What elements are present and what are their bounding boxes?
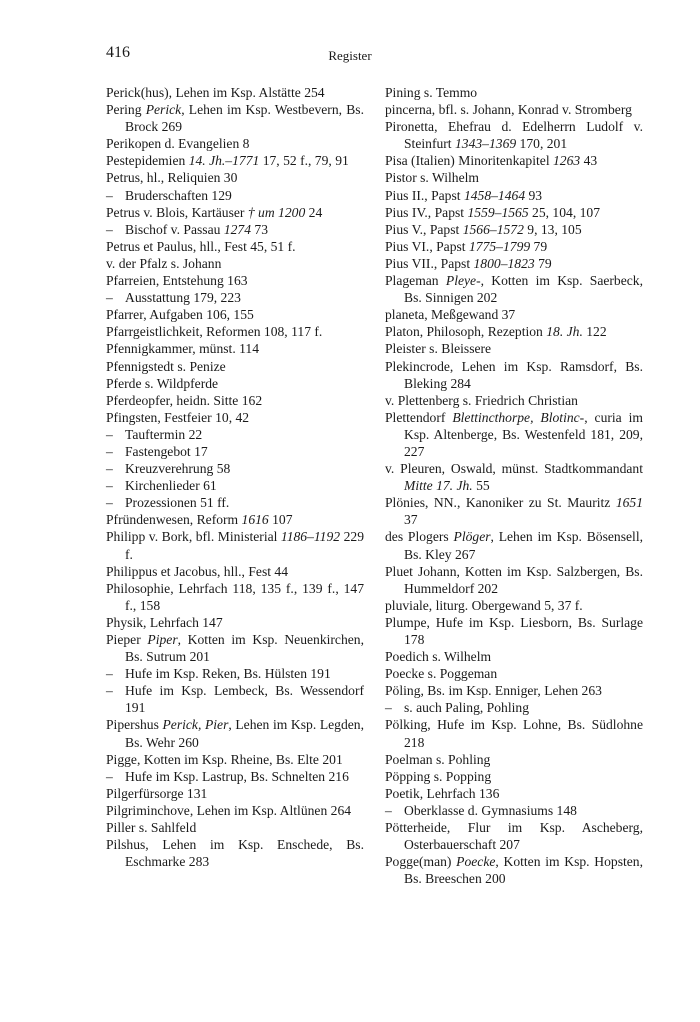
index-entry (385, 597, 643, 614)
index-entry (106, 716, 364, 750)
entry-text: Perick(hus), Lehen im Ksp. Alstätte 254 (106, 85, 325, 100)
index-subentry (106, 289, 364, 306)
index-entry (385, 392, 643, 409)
entry-text: Pötterheide, Flur im Ksp. Ascheberg, Osterbauerschaft 207 (385, 820, 643, 853)
entry-text: Philipp v. Bork, bfl. Ministerial (106, 529, 281, 545)
entry-text: 73 (251, 221, 268, 237)
entry-italic-text: 1616 (241, 512, 269, 528)
entry-text: Pöling, Bs. im Ksp. Enniger, Lehen 263 (385, 683, 602, 699)
entry-text: Pius IV., Papst (385, 204, 468, 220)
index-entry (385, 238, 643, 255)
index-subentry (106, 768, 364, 785)
entry-text: Pogge(man) (385, 854, 457, 870)
entry-text: Pferde s. Wildpferde (106, 375, 219, 391)
entry-text: Pius V., Papst (385, 221, 463, 237)
entry-text: 107 (268, 512, 293, 528)
entry-text: 43 (580, 153, 598, 169)
entry-text: Perikopen d. Evangelien 8 (106, 136, 250, 152)
entry-italic-text: Piper (147, 632, 178, 647)
entry-text: Physik, Lehrfach 147 (106, 614, 223, 630)
index-column-right (385, 84, 643, 887)
entry-text: Pipershus (106, 717, 163, 733)
index-entry (385, 204, 643, 221)
index-entry (106, 101, 364, 135)
entry-text: Pius VII., Papst (385, 255, 474, 271)
entry-text: Petrus v. Blois, Kartäuser (106, 204, 248, 220)
entry-text: Prozessionen 51 ff. (125, 495, 230, 511)
entry-text: v. Pleuren, Oswald, münst. Stadtkommandant (385, 461, 643, 477)
index-entry (106, 614, 364, 631)
entry-italic-text: Perick, Pier (162, 717, 229, 733)
entry-text: 55 (472, 478, 490, 494)
index-entry (106, 255, 364, 272)
entry-text: , Kotten im Ksp. Saerbeck, Bs. Sinnigen 202 (404, 273, 643, 306)
entry-text: Platon, Philosoph, Rezeption (385, 324, 547, 340)
entry-text: Pieper (106, 632, 148, 647)
entry-italic-text: Blettincthorpe, Blotinc- (452, 409, 585, 425)
entry-text: , curia im Ksp. Altenberge, Bs. Westenfeld 181, 209, 227 (404, 409, 643, 459)
index-entry (106, 152, 364, 169)
entry-italic-text: 1458–1464 (463, 187, 526, 203)
entry-text: Pöpping s. Popping (385, 768, 492, 784)
index-entry (385, 255, 643, 272)
index-entry (106, 836, 364, 870)
index-entry (106, 340, 364, 357)
index-entry (106, 802, 364, 819)
entry-text: Pfennigkammer, münst. 114 (106, 341, 259, 357)
index-subentry (106, 477, 364, 494)
entry-text: Pius II., Papst (385, 187, 464, 203)
entry-text: Petrus, hl., Reliquien 30 (106, 170, 238, 186)
index-subentry (106, 443, 364, 460)
entry-text: planeta, Meßgewand 37 (385, 307, 516, 323)
entry-text: 17, 52 f., 79, 91 (259, 153, 349, 169)
index-subentry (106, 665, 364, 682)
entry-text: Pfarrgeistlichkeit, Reformen 108, 117 f. (106, 324, 323, 340)
entry-italic-text: Perick (145, 102, 182, 118)
entry-text: Tauftermin 22 (125, 426, 203, 442)
entry-text: 25, 104, 107 (528, 204, 601, 220)
entry-text: s. auch Paling, Pohling (404, 700, 529, 716)
index-entry (385, 187, 643, 204)
entry-text: Poecke s. Poggeman (385, 666, 498, 682)
index-subentry (106, 494, 364, 511)
index-entry (385, 785, 643, 802)
index-entry (106, 563, 364, 580)
entry-text: , Kotten im Ksp. Hopsten, Bs. Breeschen 200 (404, 854, 643, 887)
entry-text: 37 (404, 512, 418, 528)
index-entry (106, 785, 364, 802)
entry-text: , Kotten im Ksp. Neuenkirchen, Bs. Sutrum 201 (125, 632, 364, 665)
index-subentry (385, 699, 643, 716)
index-entry (385, 563, 643, 597)
entry-italic-text: Pleye- (445, 273, 481, 289)
index-entry (385, 665, 643, 682)
entry-text: Pering (106, 102, 146, 118)
index-entry (385, 323, 643, 340)
entry-italic-text: 1775–1799 (468, 238, 531, 254)
index-entry (106, 409, 364, 426)
entry-italic-text: 1566–1572 (462, 221, 524, 237)
entry-text: Plettendorf (385, 409, 453, 425)
index-entry (385, 409, 643, 460)
index-entry (106, 358, 364, 375)
index-entry (385, 169, 643, 186)
index-entry (385, 614, 643, 648)
entry-text: des Plogers (385, 529, 454, 545)
entry-text: Bischof v. Passau (125, 221, 224, 237)
entry-text: Plekincrode, Lehen im Ksp. Ramsdorf, Bs. Bleking 284 (385, 358, 643, 391)
page-number: 416 (106, 44, 130, 61)
entry-text: Pisa (Italien) Minoritenkapitel (385, 153, 553, 169)
entry-text: Plumpe, Hufe im Ksp. Liesborn, Bs. Surlage 178 (385, 614, 643, 647)
entry-text: 229 f. (125, 529, 364, 562)
entry-text: Kreuzverehrung 58 (125, 461, 231, 477)
entry-text: v. der Pfalz s. Johann (106, 255, 222, 271)
entry-text: pincerna, bfl. s. Johann, Konrad v. Stromberg (385, 102, 632, 118)
entry-text: Poetik, Lehrfach 136 (385, 785, 500, 801)
index-entry (106, 84, 364, 101)
index-entry (385, 819, 643, 853)
entry-text: Hufe im Ksp. Reken, Bs. Hülsten 191 (125, 666, 331, 682)
index-subentry (106, 426, 364, 443)
entry-italic-text: † um 1200 (247, 204, 306, 220)
index-entry (106, 272, 364, 289)
index-subentry (106, 187, 364, 204)
index-entry (106, 135, 364, 152)
entry-text: Piller s. Sahlfeld (106, 820, 197, 836)
index-entry (385, 460, 643, 494)
entry-text: Hufe im Ksp. Lembeck, Bs. Wessendorf 191 (125, 683, 364, 716)
entry-text: Pestepidemien (106, 153, 189, 169)
entry-text: Hufe im Ksp. Lastrup, Bs. Schnelten 216 (125, 768, 349, 784)
entry-italic-text: 1800–1823 (473, 255, 535, 271)
index-entry (106, 306, 364, 323)
entry-text: Pfingsten, Festfeier 10, 42 (106, 409, 250, 425)
entry-text: 24 (305, 204, 323, 220)
entry-text: Pining s. Temmo (385, 85, 478, 100)
index-subentry (106, 682, 364, 716)
entry-text: Plageman (385, 273, 446, 289)
index-entry (106, 204, 364, 221)
entry-italic-text: 14. Jh.–1771 (188, 153, 260, 169)
entry-text: Poelman s. Pohling (385, 751, 491, 767)
entry-text: Pölking, Hufe im Ksp. Lohne, Bs. Südlohne 218 (385, 717, 643, 750)
entry-italic-text: 1559–1565 (467, 204, 529, 220)
entry-text: Oberklasse d. Gymnasiums 148 (404, 802, 577, 818)
entry-text: Pigge, Kotten im Ksp. Rheine, Bs. Elte 201 (106, 751, 343, 767)
index-entry (106, 751, 364, 768)
entry-italic-text: 1274 (223, 221, 251, 237)
index-entry (385, 768, 643, 785)
entry-text: Pluet Johann, Kotten im Ksp. Salzbergen, Bs. Hummeldorf 202 (385, 563, 643, 596)
entry-text: 93 (525, 187, 543, 203)
entry-italic-text: 1186–1192 (280, 529, 341, 545)
entry-text: Pius VI., Papst (385, 238, 469, 254)
entry-text: Pilgerfürsorge 131 (106, 785, 208, 801)
index-entry (385, 716, 643, 750)
entry-text: Pilgriminchove, Lehen im Ksp. Altlünen 264 (106, 802, 352, 818)
entry-text: Pferdeopfer, heidn. Sitte 162 (106, 392, 263, 408)
index-entry (106, 238, 364, 255)
index-entry (385, 118, 643, 152)
index-entry (106, 375, 364, 392)
index-subentry (106, 221, 364, 238)
entry-text: 9, 13, 105 (523, 221, 582, 237)
index-subentry (385, 802, 643, 819)
entry-text: Pfarreien, Entstehung 163 (106, 273, 248, 289)
entry-text: Kirchenlieder 61 (125, 478, 217, 494)
entry-italic-text: 1343–1369 (454, 136, 517, 152)
index-entry (385, 152, 643, 169)
index-column-left (106, 84, 364, 870)
entry-italic-text: Mitte 17. Jh. (404, 478, 473, 494)
index-entry (385, 751, 643, 768)
index-subentry (106, 460, 364, 477)
entry-italic-text: Poecke (456, 854, 496, 870)
index-entry (385, 221, 643, 238)
entry-text: Pilshus, Lehen im Ksp. Enschede, Bs. Eschmarke 283 (106, 837, 364, 870)
entry-text: Pistor s. Wilhelm (385, 170, 479, 186)
entry-text: Philippus et Jacobus, hll., Fest 44 (106, 563, 289, 579)
entry-text: Pfennigstedt s. Penize (106, 358, 226, 374)
index-entry (385, 682, 643, 699)
entry-text: Fastengebot 17 (125, 443, 208, 459)
entry-text: 170, 201 (516, 136, 568, 152)
index-entry (385, 648, 643, 665)
entry-text: 79 (534, 255, 552, 271)
entry-italic-text: 1651 (615, 495, 643, 511)
entry-text: , Lehen im Ksp. Westbevern, Bs. Brock 269 (125, 102, 364, 135)
entry-text: Pleister s. Bleissere (385, 341, 492, 357)
index-entry (106, 323, 364, 340)
index-entry (106, 528, 364, 562)
index-entry (106, 392, 364, 409)
entry-text: 122 (582, 324, 607, 340)
index-entry (385, 494, 643, 528)
index-entry (106, 631, 364, 665)
entry-text: Poedich s. Wilhelm (385, 649, 492, 665)
entry-text: Bruderschaften 129 (125, 187, 232, 203)
entry-italic-text: 1263 (553, 153, 581, 169)
running-head: Register (328, 48, 372, 63)
entry-text: v. Plettenberg s. Friedrich Christian (385, 392, 578, 408)
index-entry (385, 101, 643, 118)
index-entry (106, 819, 364, 836)
entry-text: Pfründenwesen, Reform (106, 512, 242, 528)
entry-text: Ausstattung 179, 223 (125, 290, 241, 306)
entry-text: , Lehen im Ksp. Bösensell, Bs. Kley 267 (404, 529, 643, 562)
index-entry (385, 272, 643, 306)
entry-text: Pfarrer, Aufgaben 106, 155 (106, 307, 254, 323)
entry-italic-text: Plöger (453, 529, 491, 545)
entry-text: , Lehen im Ksp. Legden, Bs. Wehr 260 (125, 717, 364, 750)
entry-text: 79 (530, 238, 548, 254)
entry-text: Pironetta, Ehefrau d. Edelherrn Ludolf v. Steinfurt (385, 119, 643, 152)
index-entry (385, 306, 643, 323)
index-entry (385, 528, 643, 562)
index-entry (106, 169, 364, 186)
entry-text: Philosophie, Lehrfach 118, 135 f., 139 f., 147 f., 158 (106, 580, 364, 613)
index-entry (106, 580, 364, 614)
entry-text: Plönies, NN., Kanoniker zu St. Mauritz (385, 495, 616, 511)
index-entry (385, 84, 643, 101)
entry-text: Petrus et Paulus, hll., Fest 45, 51 f. (106, 238, 296, 254)
index-entry (385, 358, 643, 392)
index-entry (385, 853, 643, 887)
index-entry (385, 340, 643, 357)
index-entry (106, 511, 364, 528)
entry-italic-text: 18. Jh. (546, 324, 583, 340)
entry-text: pluviale, liturg. Obergewand 5, 37 f. (385, 597, 583, 613)
